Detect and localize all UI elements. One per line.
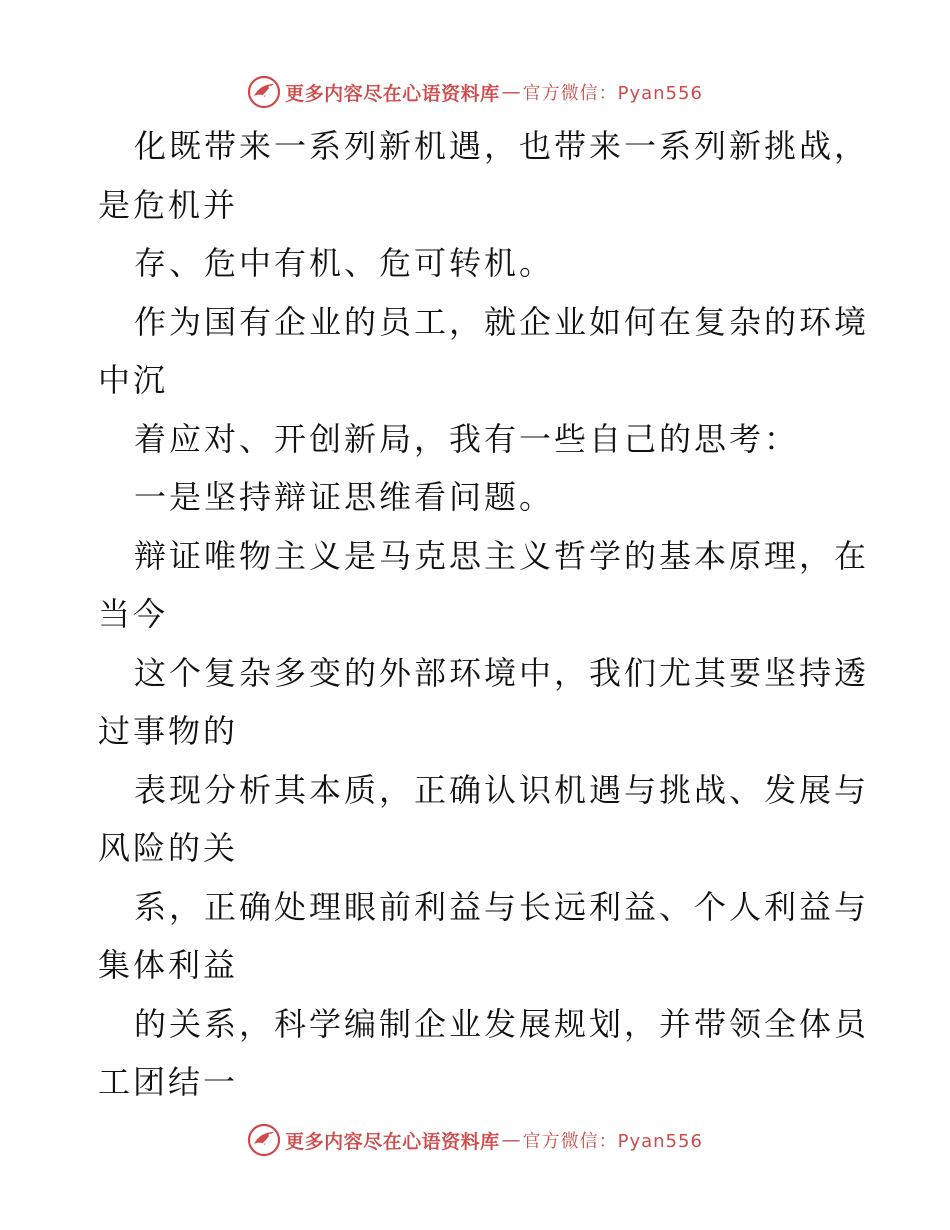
body-line: 集体利益 (98, 946, 239, 984)
body-line: 作为国有企业的员工，就企业如何在复杂的环境 (134, 302, 870, 341)
body-line: 一是坚持辩证思维看问题。 (134, 478, 555, 516)
body-line: 着应对、开创新局，我有一些自己的思考： (134, 419, 800, 458)
header-separator: — (501, 81, 521, 103)
body-line: 存、危中有机、危可转机。 (134, 244, 555, 282)
footer-brand-text: 更多内容尽在心语资料库 (285, 1130, 500, 1153)
body-line: 的关系，科学编制企业发展规划，并带领全体员 (134, 1004, 870, 1043)
body-line: 风险的关 (98, 829, 239, 867)
document-body (98, 117, 870, 1112)
body-line: 是危机并 (98, 185, 239, 224)
red-bird-logo-icon (247, 75, 281, 109)
body-line: 表现分析其本质，正确认识机遇与挑战、发展与 (134, 770, 870, 809)
footer-separator: — (501, 1129, 521, 1151)
body-line: 中沉 (98, 361, 169, 399)
body-line: 当今 (98, 595, 169, 633)
header-brand-text: 更多内容尽在心语资料库 (285, 82, 500, 105)
body-line: 这个复杂多变的外部环境中，我们尤其要坚持透 (134, 653, 870, 692)
footer-official-wechat: 官方微信：Pyan556 (522, 1131, 703, 1152)
body-line: 辩证唯物主义是马克思主义哲学的基本原理，在 (134, 536, 870, 575)
body-line: 过事物的 (98, 712, 239, 750)
header-watermark-banner (0, 72, 950, 112)
footer-watermark-banner (0, 1120, 950, 1160)
body-line: 系，正确处理眼前利益与长远利益、个人利益与 (134, 887, 870, 926)
header-official-wechat: 官方微信：Pyan556 (522, 83, 703, 104)
body-line: 工团结一 (98, 1063, 239, 1101)
red-bird-logo-icon (247, 1123, 281, 1157)
body-line: 化既带来一系列新机遇，也带来一系列新挑战， (134, 127, 870, 165)
